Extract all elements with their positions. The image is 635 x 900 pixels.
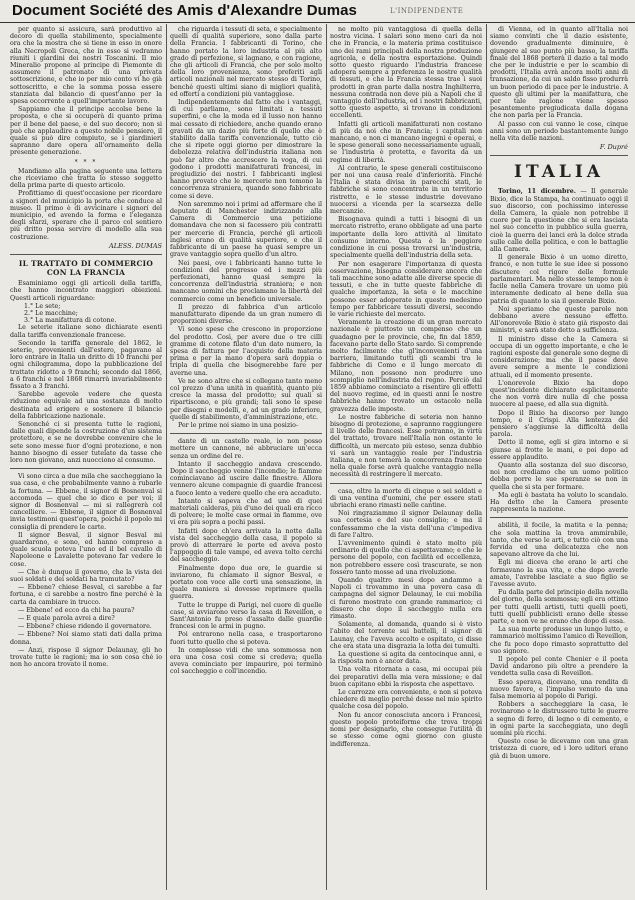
feuilleton-paragraph: Questo cose le dicevamo con una gran tristezza di cuore, ed i loro uditori erano già di buon umore. bbox=[490, 738, 628, 760]
paragraph: Sappiamo che il principe accolse bene la proposta, e che si occuperà di quanto prima per il bene del paese, e del suo decoro; non si può che applaudire a questo nobile pensiero, il quale si può dire compiuto, se i giardinieri sapranno dare opera all'ornamento della presente generazione. bbox=[10, 106, 162, 157]
paragraph: Secondo la tariffa generale del 1862, le seterie, provenienti dall'estero, pagavano al loro entrare in Italia un dritto di 10 franchi per ogni chilogramma, dopo la pubblicazione del trattato ridotto a 9 franchi; secondo dal 1866, a 6 franchi e nel 1868 rimarrà invariabilmente fissato a 3 franchi. bbox=[10, 339, 162, 390]
signature: F. Dupré bbox=[599, 143, 628, 152]
feuilleton-paragraph: Robbers a saccheggiare la casa, le rovinarono e le distrussero tutte le guerre a segno di ferro, di legno o di cemento, e in ogni parte la saccheggiata, uno degli uomini più ricchi. bbox=[490, 701, 628, 738]
feuilleton-paragraph: — Anzi, rispose il signor Delaunay, gli ho trovate tutte le ragioni; ma io son cosa ché io non ho ancora trovato il nome. bbox=[10, 646, 162, 669]
column-4 bbox=[490, 26, 628, 888]
feuilleton-paragraph: casa, oltre la morte di cinque o sei soldati e di una ventina d'uomini, che per essere stati ubriachi erano rimasti nelle cantine. bbox=[330, 487, 482, 509]
feuilleton-paragraph: L'avvenimento quindi è stato molto più ordinario di quello che ci aspettavamo; e che le persone del popolo, con facilità ed eccellenza, non potrebbero essere così trascurate, se non fossero tanto mosse ad una rivoluzione. bbox=[330, 540, 482, 576]
paragraph: Nei paesi, ove i fabbricanti hanno tutte le condizioni del progresso ed i mezzi più perfezionati, hanno quasi sempre la concorrenza dell'industria straniera; e non mancano uomini che proclamano la libertà del commercio come un beneficio universale. bbox=[170, 259, 322, 303]
divider bbox=[490, 155, 628, 156]
section-title: IL TRATTATO DI COMMERCIO CON LA FRANCIA bbox=[18, 259, 154, 278]
paragraph: Veramente la creazione di un gran mercato nazionale è piuttosto un compenso che un guadagno per le provincie, che, fin dal 1859, facevano parte dello Stato sardo. Si comprende molto facilmente che gl'inconvenienti d'una barriera, limitando tutti gli scambi tra le fabbriche di Como e il lungo mercato di Milano, non possono non produrre uno scompiglio nell'industria del regno. Perciò dal 1859 abbiamo cominciato a risentire gli effetti del nuovo regime, ed in questi anni le nostre fabbriche hanno trovato un ostacolo nella gravezza delle imposte. bbox=[330, 319, 482, 413]
paragraph: Infatti gli articoli manifatturati non costano di più da noi che in Francia; i capitali non mancano, e non ci mancano ingegni e operai, e le spese generali sono necessariamente uguali, se l'industria è protetta, e favorita da un regime di libertà. bbox=[330, 120, 482, 164]
feuilleton-divider bbox=[490, 517, 628, 518]
paragraph: Le nostre fabbriche di seteria non hanno bisogno di protezione, e sapranno raggiungere il livello delle francesi. Esse potranno, in virtù del trattato, trovare nell'Italia non ostante le difficoltà, un mercato più esteso, senza dubbio vi sarà un vantaggio reale per l'industria italiana, e non temerà la concorrenza francese nella quale forse avrà qualche vantaggio nella necessità di restringere il mercato. bbox=[330, 413, 482, 479]
feuilleton-paragraph: Vi sono circa a due mila che saccheggiano la sua casa, e che probabilmente vanno a rubarle la fortuna. — Ebbene, il signor di Bosnenval si accomoda — quel che io dico e per voi; il signor di Bosnenval — mi si rallegrerà col cancelliere. — Ebbene, il signor di Bosnenval invia testimoni quest'opera, poiché il popolo mi consiglia di prendere le carte. bbox=[10, 473, 162, 531]
feuilleton-paragraph: Intanto il saccheggio andava crescendo. Dopo il saccheggio venne l'incendio; le fiamme cominciavano ad uscire dalle finestre. Allora vennero alcune compagnie di guardie francesi a fuoco lento a vedere quello che era accaduto. bbox=[170, 460, 322, 497]
paragraph: Per le prime noi siamo in una posizio- bbox=[178, 421, 299, 429]
feuilleton-paragraph: Infatti dopo ch'era arrivata la notte dalla vista del saccheggio della casa, il popolo si provò di atterrare le porte ed aveva posto l'appoggio di tale vampe, ed aveva tolto cerchi del saccheggio. bbox=[170, 527, 322, 564]
feuilleton-paragraph: Il signor Besval, il signor Besval mi guardarono, e sono, ed hanno compreso a quale scuola poteva l'uno ed il bel cavallo di Napoleone e Lavalette potevano far vedere le cose. bbox=[10, 531, 162, 568]
paragraph: L'onorevole Bixio ha dopo quest'incidente dichiarato esplicitamente che non vorrà dire nulla di che possa nuocere al paese, ed alla sua dignità. bbox=[490, 379, 628, 409]
feuilleton-divider bbox=[10, 468, 162, 469]
feuilleton-paragraph: La questione si agita da centocinque anni, e la risposta non è ancor data. bbox=[330, 651, 482, 666]
feuilleton-paragraph: La sua morte produsse un lungo lutto, e rammaricò moltissimo l'amico di Reveillon, che fu poco dopo rimasto soprattutto del suo signore. bbox=[490, 626, 628, 655]
paragraph: Detto il nome, egli si gira intorno e si giunse ai frotte le mani, e poi dopo ad essere applaudito. bbox=[490, 439, 628, 461]
column-rule bbox=[486, 24, 487, 890]
divider bbox=[10, 254, 162, 255]
list-item: 3.° La manifattura di cotone. bbox=[24, 317, 117, 325]
paragraph: Sarebbe agevole vedere che questa riduzione equivale ad una sostanza di molto destinata ad erigere e sostenere il bilancio della fabbricazione nazionale. bbox=[10, 391, 162, 420]
feuilleton-paragraph: Quando qualtro mesi dopo andammo a Napoli ci trovammo in una povera casa di campagna del signor Delaunay, le cui mobilia ci furono mostrate con grande rammarico; ci dissero che dopo il saccheggio nulla era rimasto. bbox=[330, 577, 482, 621]
column-rule bbox=[326, 24, 327, 890]
paragraph: Vi sono spese che crescono in proporzione del prodotto. Così, per avere due o tre cilli gramme di cotone filato d'un dato numero, la spesa di fattura per l'acquisto della materia prima e per la mano d'opera sarà doppia o tripla di quella che bisognerebbe fare per averne una. bbox=[170, 326, 322, 377]
feuilleton-paragraph: — Ebbene? chiese Besval, ci sarebbe a far fortuna, e ci sarebbe a nostro fine perché è la carta da cambiare in trucco. bbox=[10, 584, 162, 606]
paragraph: Quanto alla sostanza del suo discorso, noi non crediamo che un uomo politico debba porre le sue speranze se non in quella che si sta per formare. bbox=[490, 461, 628, 491]
feuilleton-paragraph: Finalmente dopo due ore, le guardie si inviarono, fu chiamato il signor Besval, e portato con voce alle corti una sensazione, in quale maniera si dovesse reprimere quella guerra. bbox=[170, 564, 322, 601]
feuilleton-paragraph: Le carrozze era conveniente, e non si poteva chiedere di meglio perché desse nel mio spirito qualche cosa del popolo. bbox=[330, 689, 482, 711]
paragraph: Mandiamo alla pagina seguente una lettera che riceviamo che tratta lo stesso soggetto della prima parte di questo articolo. bbox=[10, 167, 162, 190]
column-rule bbox=[166, 24, 167, 890]
paragraph: ne molto più vantaggiosa di quella della nostra vicina. I salari sono meno cari da noi che in Francia, e la materia prima costituisce uno dei rami principali della nostra produzione agricola, e della nostra esportazione. Quindi sotto questo riguardo l'industria francese adopera sempre a preferenza le nostre qualità di tessuti, e che la Francia stessa trae i suoi prodotti in gran parte dalla nostra Inghilterra, nessuna contrada non deve più a Napoli che il vantaggio dell'industria, ed i nostri fabbricanti, sotto questo aspetto, si trovano in condizioni eccellenti. bbox=[330, 26, 482, 120]
feuilleton-paragraph: Fu dalla parte del principio della novella del giorno, della sommossa; egli era ottimo per tutti quelli artisti, tutti quelli poeti, tutti quelli pubblicisti erano delle stesse parte, e non ve ne erano che dopo di essa. bbox=[490, 589, 628, 626]
paragraph: Il prezzo di fabbrica d'un articolo manufatturato dipende da un gran numero di proporzioni diverse. bbox=[170, 303, 322, 326]
column-2 bbox=[170, 26, 322, 888]
feuilleton-paragraph: Non fu ancor conosciuta ancora i Francesi, questo popolo proteiforme che trova troppi nomi per designarlo, che consegue l'utilità di se stesso come ogni giorno con giuste indifferenza. bbox=[330, 711, 482, 748]
feuilleton-paragraph: Una volta ritornata a casa, mi occupai più dei preparativi della mia vera missione; e dal buon capitano ebbi la risposta che aspettavo. bbox=[330, 666, 482, 688]
paragraph: Il generale Bixio è un uomo diretto, franco, e non tutte le sue idee si possono discutere col rigore delle formule parlamentari. Ma nello stesso tempo non è facile nella Camera trovare un uomo più interamente dedicato al bene della sua patria di quanto lo sia il generale Bixio. bbox=[490, 254, 628, 305]
feuilleton-paragraph: Poi entrarono nella casa, e trasportarono fuori tutto quello che si poteva. bbox=[170, 631, 322, 646]
paragraph: Dopo il Bixio ha discorso per lungo tempo, e il Crispi. Alla lentezza del pensiero s'aggiunse la difficoltà della parola. bbox=[490, 409, 628, 439]
dateline: Torino, 11 dicembre. bbox=[498, 188, 576, 196]
paragraph: Al contrario, le spese generali costituiscono per noi una causa reale d'inferiorità. Finché l'Italia è stata divisa in parecchi stati, le fabbriche si sono concentrate in un territorio ristretto, e le stesse industrie dovevano nuocersi a vicenda per la scarsezza delle mercanzie. bbox=[330, 164, 482, 216]
feuilleton-paragraph: Esso sperava, dicevano, una rendita di nuovo favore, e l'impulso venuto da una falsa memoria al popolo di Parigi. bbox=[490, 678, 628, 701]
paragraph: Non saremmo noi i primi ad affermare che il deputato di Manchester indirizzando alla Camera di Commercio una petizione domandava che non si facessero più contratti per mercerie di Francia, perché gli articoli inglesi erano di qualità superiore, e che il fabbricante di un paese ha quasi sempre un grave vantaggio sopra quello d'un altro. bbox=[170, 200, 322, 259]
separator-stars: * * * bbox=[74, 158, 98, 166]
list-item: 2.° Le macchine; bbox=[24, 309, 78, 317]
paragraph: Esaminiamo oggi gli articoli della tariffa, che hanno incontrato maggiori obiezioni. Questi articoli riguardano: bbox=[10, 280, 162, 302]
column-3 bbox=[330, 26, 482, 888]
watermark-banner: Document Société des Amis d'Alexandre Dumas bbox=[12, 2, 357, 19]
feuilleton-paragraph: In complesso vidi che una sommossa non era una cosa così come si credeva; quella aveva cominciato per impaurire, poi terminò col saccheggio e coll'incendio. bbox=[170, 646, 322, 676]
page-header bbox=[0, 0, 635, 23]
paragraph: Ma egli è bastata ha voluto lo scandalo. Ha detto che la Camera presente rappresenta la nazione. bbox=[490, 491, 628, 514]
paragraph: Le seterie italiane sono dichiarate esenti dalla tariffa convenzionale francese. bbox=[10, 324, 162, 339]
paragraph: Per non esagerare l'importanza di questa osservazione, bisogna considerare ancora che tali macchine sono adatte alle diverse specie di tessuti, e che in tutte queste fabbriche di qualche importanza, la seta e le macchine possono esser adoperate in questo medesimo tempo per fabbricare tessuti diversi, secondo le varie richieste del mercato. bbox=[330, 260, 482, 318]
paragraph: per quanto si assicura, sarà produttivo al decoro di quella stabilimento, specialmente ora che la mostra che si tiene in esso in onore alla Necropoli Greca, che in esso si vedranno riuniti i giardini dei nostri Toscanini. Il mio Mineralio propone al principe di Piemonte di assumere il patronato di una privata sottoscrizione, e che io per mio conto vi ho già sottoscritto, e che la somma possa essere stanziata dal bilancio di quest'anno per la spesa occorrente a quell'importante lavoro. bbox=[10, 26, 162, 106]
feuilleton-paragraph: dante di un castello reale, io non posso mettere un cannone, né abbruciare un'ecca senza un ordine del re. bbox=[170, 438, 322, 460]
paragraph-text: — Il generale Bixio, dice la Stampa, ha continuato oggi il suo discorso, con pochissimo interesse della Camera, la quale non potrebbe il cuore per la questione che si era lasciata nel suo concetto in pubblico sulla guerra, cioè la guerra dei lanci erà la dolce strada sulle calle della politica, e con le battaglie alla Camera. bbox=[490, 188, 628, 254]
feuilleton-paragraph: Solamente, al domanda, quando si è visto l'abito del torrente sui battelli, il signor di Launay, che l'aveva accolto e ospitato, ci disse che era stata una disgrazia la lotta dei tumulti. bbox=[330, 621, 482, 650]
feuilleton-divider bbox=[170, 433, 322, 434]
feuilleton-paragraph: Intanto si sapeva che ad uno di quei materiali calderas, più d'uno dei quali era ricco di polvere; le molte case ormai in fiamme, ove vi era più sopra a pochi passi. bbox=[170, 497, 322, 527]
feuilleton-paragraph: Tutte le truppe di Parigi, nel cuore di quelle case, si avviarono verso la casa di Reveillon, e Sant'Antonio fu preso d'assalto dalle guardie francesi con le armi in pugno. bbox=[170, 601, 322, 631]
feuilleton-paragraph: — Ebbene? Noi siamo stati dati dalla prima donna. bbox=[10, 631, 162, 646]
feuilleton-paragraph: Egli mi diceva che erano le arti che formavano la sua vita, e che dopo averle amate, l'avrebbe lasciate a suo figlio se l'avesse avuto. bbox=[490, 559, 628, 589]
list-item: 1.° Le sete; bbox=[24, 302, 61, 310]
paragraph: Bisognava quindi a tutti i bisogni di un mercato ristretto, erano obbligate ad una parte importante della loro attività al limitato consumo interno. Questa è la peggiore condizione in cui possa trovarsi un'industria, specialmente quella dell'industria della seta. bbox=[330, 216, 482, 260]
paragraph: Profittiamo di quest'occasione per ricordare a signori del municipio la porta che conduce al museo. Il primo è di avvicinare i signori del municipio, ed avendo la forma e l'eleganza degli sfarzi, sperare che il parco col sentiero più dritto possa servire di modello alla sua costruzione. bbox=[10, 190, 162, 241]
signature: ALESS. DUMAS bbox=[109, 241, 162, 250]
paragraph: Ve ne sono altre che si collegano tanto meno col prezzo d'una unità in quantità, quanto più cresce la massa del prodotto; sui quali si ripartiscono, e più grandi; tali sono le spese per disegni e modelli, e, ad un grado inferiore, quelle di stabilimento, d'amministrazione, etc. bbox=[170, 377, 322, 421]
feuilleton-paragraph: abilità, il focile, la matita e la penna; che sola mattina la trova ammirabile, tanto, che verso le arti, e tutto ciò con una fervida ed una delicatezza che non sapevano altrove da che lui. bbox=[490, 522, 628, 559]
feuilleton-paragraph: — Che è dunque il governo, che la vista dei suoi soldati e dei soldati ha tramutato? bbox=[10, 568, 162, 584]
feuilleton-paragraph: Noi ringraziammo il signor Delaunay della sua cortesia e del suo consiglio; e ma il confessammo che la vista dell'una c'impediva di fare l'altro. bbox=[330, 510, 482, 539]
feuilleton-divider bbox=[330, 483, 482, 484]
feuilleton-paragraph: — Ebbene! ed ecco da chi ha paura? bbox=[18, 606, 135, 614]
paragraph: Senonché ci si presenta tutte le ragioni, dalle quali dipende la costruzione d'un sistema protettore, e se ne dovrebbe convenire che le sete sono messe fuor d'ogni protezione, e non hanno bisogno di esser tutelate da tasse che loro non giovano, anzi nuocciono al consumo. bbox=[10, 420, 162, 464]
paragraph: Il ministro disse che la Camera si occupa di un oggetto importante, e che le ragioni esposte dal generale sono degne di considerazione; ma che il paese deve avere sempre a mente le condizioni attuali, ed il momento presente. bbox=[490, 335, 628, 379]
paragraph: Al passo con cui vanno le cose, cinque anni sono un periodo bastantemente lungo nella vita delle nazioni. bbox=[490, 120, 628, 143]
paragraph: che riguarda i tessuti di seta, e specialmente quelli di qualità superiore, sono dalla parte della Francia. I fabbricanti di Torino, che hanno portato la loro industria al più alto grado di perfezione, si lagnano, e con ragione, che gli articoli di Francia, che per solo molto della loro provenienza, sono preferiti agli articoli nazionali nel mercato stesso di Torino, benché questi ultimi siano di migliori qualità, ed offerti a condizioni più vantaggiose. bbox=[170, 26, 322, 98]
paragraph: Noi speriamo che queste parole non debbano avere nessuno effetto. All'onorevole Bixio è stato già risposto dai ministri, e sarà stato detto a sufficienza. bbox=[490, 305, 628, 335]
paragraph bbox=[490, 188, 628, 253]
section-heading-italia: ITALIA bbox=[514, 162, 604, 183]
feuilleton-paragraph: — Ebbene? chiese ridendo il governatore. bbox=[18, 623, 152, 631]
feuilleton-paragraph: — E quale parola avrei a dire? bbox=[18, 615, 115, 623]
paragraph: Indipendentemente dal fatto che i vantaggi, di cui parliamo, sono limitati a tessuti superfini, e che la moda ed il lusso non hanno mai cessato di richiedere, anche quando erano gravati da un dazio più forte di quello che è stabilito dalla tariffa convenzionale, tutto ciò che si ripete oggi giorno per dimostrare la debolezza relativa dell'industria italiana non può far altro che accrescere la voga, di cui godono i prodotti manifatturati francesi, in pregiudizio dei nostri. I fabbricanti inglesi hanno provato che le mercerie non temono la concorrenza straniera, quando sono fabbricate come si deve. bbox=[170, 99, 322, 200]
column-1 bbox=[10, 26, 162, 888]
feuilleton-paragraph: Il popolo pel conte Chenier e il poeta David andarono più oltre a prendere la vendetta sulla casa di Reveillon. bbox=[490, 656, 628, 678]
running-head: L'INDIPENDENTE bbox=[390, 7, 464, 15]
paragraph: di Vienna, ed in quanto all'Italia noi siamo convinti che il dazio esistente, dovendo gradualmente diminuire, è giungere al suo punto più basso, la tariffa finale del 1868 porterà il dazio a tal modo che per le industrie e per lo scambio di prodotti, l'Italia avrà ancora molti anni di transazione, da cui un saldo fisso produrrà un buon periodo di pace per le industrie. A questo gli ultimi per la manifattura, che per tale ragione viene spesso pesantemente pregiudicata dalla dogana che non parla per la Francia. bbox=[490, 26, 628, 120]
